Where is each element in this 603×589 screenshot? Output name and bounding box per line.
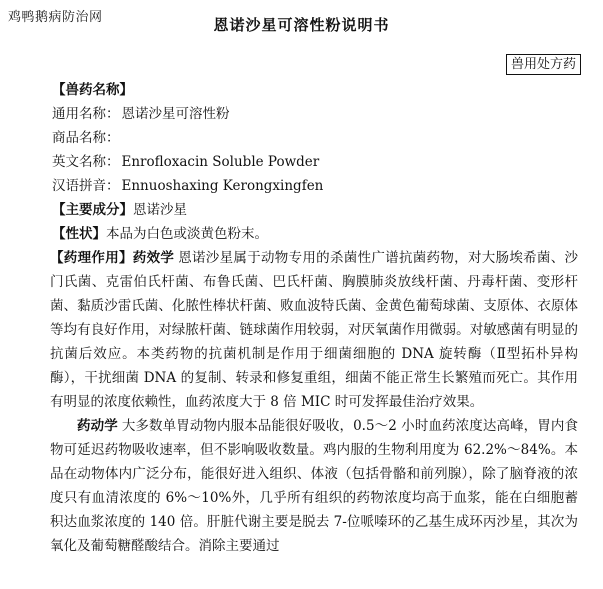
field-value: Ennuoshaxing Kerongxingfen — [121, 178, 324, 194]
field-label: 英文名称： — [52, 154, 120, 170]
document-body — [52, 78, 582, 558]
pharmacokinetics-paragraph — [50, 414, 578, 558]
section-drug-name — [52, 78, 582, 102]
section-ingredient — [52, 198, 582, 222]
prescription-badge: 兽用处方药 — [506, 54, 581, 75]
pharmacokinetics-text: 大多数单胃动物内服本品能很好吸收，0.5～2 小时血药浓度达高峰，胃内食物可延迟药物吸收速率，但不影响吸收数量。鸡内服的生物利用度为 62.2%～84%。本品在动物体内广泛分布，能很好进入组织、体液（包括骨骼和前列腺），除了脑脊液的浓度只有血清浓度的 6%～10%外，几乎所有组织的药物浓度均高于血浆，能在白细胞蓄积达血浆浓度的 140 倍。肝脏代谢主要是脱去 7-位哌嗪环的乙基生成环丙沙星，其次为氧化及葡萄糖醛酸结合。消除主要通过 — [50, 418, 578, 554]
pharmacodynamics-text: 恩诺沙星属于动物专用的杀菌性广谱抗菌药物，对大肠埃希菌、沙门氏菌、克雷伯氏杆菌、布鲁氏菌、巴氏杆菌、胸膜肺炎放线杆菌、丹毒杆菌、变形杆菌、黏质沙雷氏菌、化脓性棒状杆菌、败血波特氏菌、金黄色葡萄球菌、支原体、衣原体等均有良好作用，对绿脓杆菌、链球菌作用较弱，对厌氧菌作用微弱。对敏感菌有明显的抗菌后效应。本类药物的抗菌机制是作用于细菌细胞的 DNA 旋转酶（Ⅱ型拓朴异构酶），干扰细菌 DNA 的复制、转录和修复重组，细菌不能正常生长繁殖而死亡。其作用有明显的浓度依赖性，血药浓度大于 8 倍 MIC 时可发挥最佳治疗效果。 — [50, 250, 579, 410]
field-generic-name — [52, 102, 582, 126]
field-english-name — [52, 150, 582, 174]
section-appearance — [52, 222, 582, 246]
document-title: 恩诺沙星可溶性粉说明书 — [213, 16, 390, 34]
section-drug-name-label: 【兽药名称】 — [52, 82, 133, 98]
section-ingredient-label: 【主要成分】 — [52, 202, 133, 218]
section-appearance-label: 【性状】 — [52, 226, 106, 242]
field-label: 汉语拼音： — [52, 178, 120, 194]
section-appearance-value: 本品为白色或淡黄色粉末。 — [106, 226, 268, 242]
field-value: Enrofloxacin Soluble Powder — [121, 154, 320, 170]
section-ingredient-value: 恩诺沙星 — [133, 202, 187, 218]
pharmacokinetics-title: 药动学 — [77, 418, 118, 434]
pharmacodynamics-title: 药效学 — [132, 250, 175, 266]
section-pharmacology-label: 【药理作用】 — [50, 250, 133, 266]
site-label: 鸡鸭鹅病防治网 — [8, 10, 103, 25]
field-trade-name — [52, 126, 582, 150]
field-label: 商品名称： — [52, 130, 120, 146]
field-value: 恩诺沙星可溶性粉 — [121, 106, 230, 122]
field-label: 通用名称： — [52, 106, 120, 122]
pharmacodynamics-paragraph — [50, 246, 578, 414]
field-pinyin — [52, 174, 582, 198]
